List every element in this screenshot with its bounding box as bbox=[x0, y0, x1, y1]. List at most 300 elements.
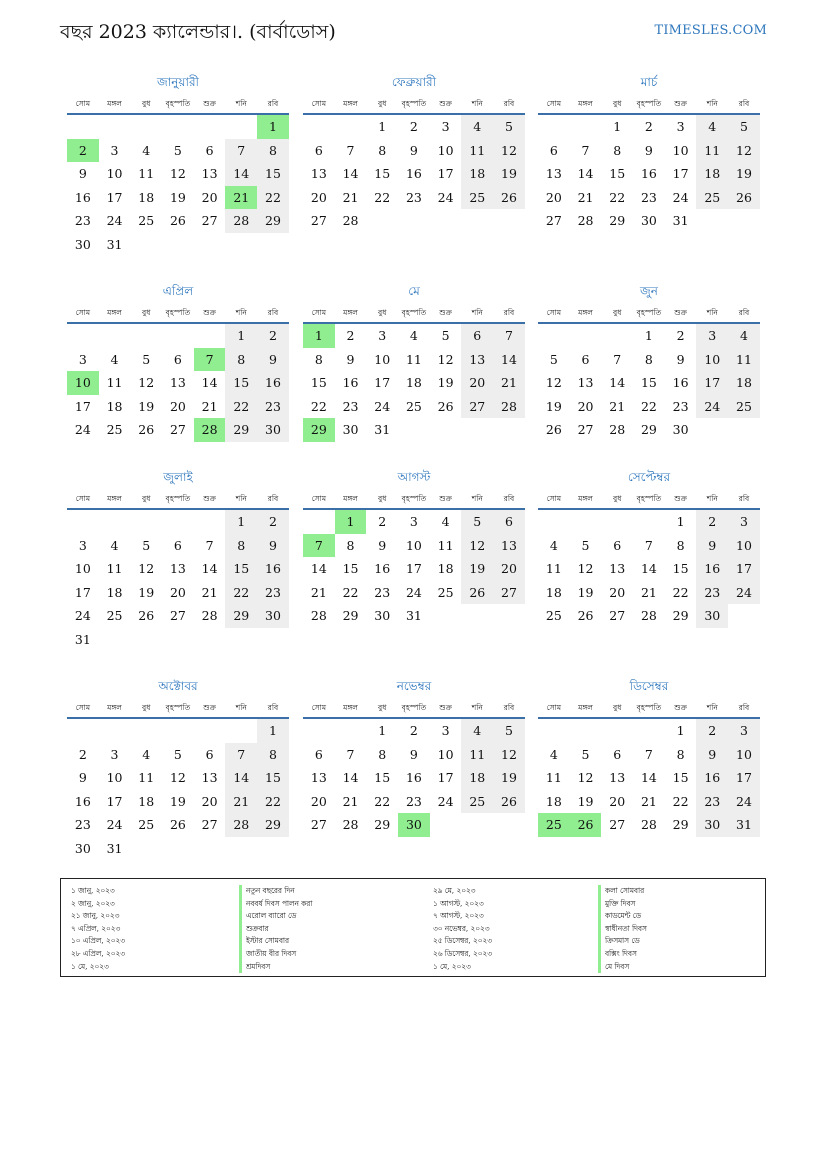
site-link[interactable]: TIMESLES.COM bbox=[654, 23, 767, 38]
day-cell: 2 bbox=[67, 139, 99, 163]
empty-cell bbox=[67, 324, 99, 348]
day-cell: 13 bbox=[310, 166, 327, 182]
day-cell: 31 bbox=[374, 422, 391, 438]
day-cell: 12 bbox=[545, 375, 562, 391]
day-cell: 11 bbox=[405, 351, 422, 367]
weekday-label: মঙ্গল bbox=[343, 99, 358, 108]
empty-cell bbox=[194, 628, 226, 652]
day-cell: 11 bbox=[138, 770, 155, 786]
day-cell: 16 bbox=[342, 375, 359, 391]
empty-cell bbox=[303, 115, 335, 139]
week-row bbox=[303, 186, 525, 210]
empty-cell bbox=[194, 115, 226, 139]
day-cell: 5 bbox=[142, 537, 151, 553]
weekday-label: শনি bbox=[235, 99, 247, 108]
weekday-label: বৃহস্পতি bbox=[636, 703, 662, 712]
day-cell: 7 bbox=[613, 351, 622, 367]
day-cell: 2 bbox=[378, 514, 387, 529]
day-cell: 8 bbox=[225, 534, 257, 558]
day-cell: 17 bbox=[374, 375, 391, 391]
empty-cell bbox=[162, 628, 194, 652]
week-row bbox=[67, 766, 289, 790]
day-cell: 1 bbox=[225, 324, 257, 348]
day-cell: 3 bbox=[378, 328, 387, 343]
day-cell: 20 bbox=[609, 584, 626, 600]
day-cell: 29 bbox=[303, 418, 335, 442]
day-cell: 10 bbox=[106, 770, 123, 786]
day-cell: 29 bbox=[225, 604, 257, 628]
day-cell: 10 bbox=[67, 371, 99, 395]
week-row bbox=[303, 743, 525, 767]
day-cell: 20 bbox=[493, 557, 525, 581]
weekday-label: বুধ bbox=[142, 494, 151, 503]
day-cell: 20 bbox=[310, 793, 327, 809]
week-row bbox=[303, 371, 525, 395]
weekday-label: বুধ bbox=[378, 703, 387, 712]
legend-date: ২১ জানু, ২০২৩ bbox=[71, 911, 120, 921]
legend-holiday-name: শ্রমদিবস bbox=[239, 961, 312, 974]
week-row bbox=[303, 719, 525, 743]
day-cell: 3 bbox=[78, 351, 87, 367]
empty-cell bbox=[99, 510, 131, 534]
day-cell: 20 bbox=[169, 398, 186, 414]
day-cell: 27 bbox=[577, 422, 594, 438]
day-cell: 21 bbox=[577, 189, 594, 205]
day-cell: 21 bbox=[493, 371, 525, 395]
day-cell: 24 bbox=[728, 790, 760, 814]
weekday-label: মঙ্গল bbox=[343, 308, 358, 317]
day-cell: 19 bbox=[169, 793, 186, 809]
legend-holiday-name: মে দিবস bbox=[598, 961, 647, 974]
weekday-label: মঙ্গল bbox=[107, 703, 122, 712]
week-row bbox=[538, 581, 760, 605]
day-cell: 22 bbox=[672, 793, 689, 809]
weekday-label: মঙ্গল bbox=[578, 308, 593, 317]
day-cell: 9 bbox=[409, 746, 418, 762]
day-cell: 13 bbox=[609, 561, 626, 577]
day-cell: 26 bbox=[545, 422, 562, 438]
day-cell: 11 bbox=[461, 743, 493, 767]
day-cell: 7 bbox=[644, 537, 653, 553]
month-calendar bbox=[538, 468, 760, 628]
empty-cell bbox=[225, 719, 257, 743]
week-row bbox=[303, 115, 525, 139]
day-cell: 23 bbox=[342, 398, 359, 414]
day-cell: 2 bbox=[257, 324, 289, 348]
day-cell: 20 bbox=[169, 584, 186, 600]
month-name: জানুয়ারী bbox=[157, 75, 199, 89]
day-cell: 21 bbox=[640, 584, 657, 600]
empty-cell bbox=[335, 115, 367, 139]
week-row bbox=[67, 813, 289, 837]
weekday-label: শুক্র bbox=[674, 308, 687, 317]
day-cell: 10 bbox=[374, 351, 391, 367]
weekday-label: বৃহস্পতি bbox=[401, 703, 427, 712]
legend-holiday-name: জাতীয় বীর দিবস bbox=[239, 948, 312, 961]
empty-cell bbox=[335, 719, 367, 743]
day-cell: 9 bbox=[696, 743, 728, 767]
day-cell: 5 bbox=[493, 719, 525, 743]
day-cell: 21 bbox=[225, 790, 257, 814]
day-cell: 9 bbox=[78, 166, 87, 182]
day-cell: 23 bbox=[374, 584, 391, 600]
week-row bbox=[538, 371, 760, 395]
legend-holiday-name: কলা সোমবার bbox=[598, 885, 647, 898]
week-row bbox=[538, 743, 760, 767]
day-cell: 30 bbox=[398, 813, 430, 837]
day-cell: 4 bbox=[142, 142, 151, 158]
day-cell: 8 bbox=[257, 139, 289, 163]
day-cell: 10 bbox=[437, 142, 454, 158]
empty-cell bbox=[130, 233, 162, 257]
empty-cell bbox=[601, 719, 633, 743]
day-cell: 12 bbox=[577, 561, 594, 577]
week-row bbox=[538, 418, 760, 442]
day-cell: 27 bbox=[201, 213, 218, 229]
day-cell: 2 bbox=[696, 510, 728, 534]
day-cell: 18 bbox=[437, 561, 454, 577]
day-cell: 25 bbox=[696, 186, 728, 210]
day-cell: 14 bbox=[640, 561, 657, 577]
day-cell: 29 bbox=[672, 817, 689, 833]
empty-cell bbox=[194, 837, 226, 861]
legend-date: ১ মে, ২০২৩ bbox=[71, 961, 109, 971]
weekday-label: বুধ bbox=[613, 703, 622, 712]
day-cell: 18 bbox=[138, 189, 155, 205]
week-row bbox=[67, 324, 289, 348]
weekday-header bbox=[67, 490, 289, 510]
empty-cell bbox=[162, 233, 194, 257]
day-cell: 9 bbox=[346, 351, 355, 367]
empty-cell bbox=[493, 418, 525, 442]
weekday-label: বৃহস্পতি bbox=[636, 494, 662, 503]
day-cell: 2 bbox=[644, 119, 653, 134]
legend-date: ৭ এপ্রিল, ২০২৩ bbox=[71, 923, 121, 933]
empty-cell bbox=[493, 813, 525, 837]
weekday-label: শুক্র bbox=[203, 99, 216, 108]
day-cell: 18 bbox=[728, 371, 760, 395]
day-cell: 14 bbox=[577, 166, 594, 182]
empty-cell bbox=[461, 604, 493, 628]
week-row bbox=[303, 813, 525, 837]
weekday-label: সোম bbox=[546, 308, 562, 317]
day-cell: 5 bbox=[441, 328, 450, 343]
day-cell: 17 bbox=[405, 561, 422, 577]
day-cell: 26 bbox=[570, 813, 602, 837]
day-cell: 29 bbox=[257, 813, 289, 837]
empty-cell bbox=[461, 813, 493, 837]
month-name: নভেম্বর bbox=[396, 679, 432, 693]
day-cell: 25 bbox=[728, 395, 760, 419]
legend-date: ২৬ ডিসেম্বর, ২০২৩ bbox=[433, 948, 492, 958]
day-cell: 3 bbox=[409, 514, 418, 529]
week-row bbox=[538, 115, 760, 139]
day-cell: 21 bbox=[342, 793, 359, 809]
day-cell: 13 bbox=[545, 166, 562, 182]
day-cell: 18 bbox=[461, 162, 493, 186]
weekday-label: রবি bbox=[503, 308, 515, 317]
day-cell: 21 bbox=[640, 793, 657, 809]
day-cell: 3 bbox=[110, 142, 119, 158]
day-cell: 9 bbox=[644, 142, 653, 158]
day-cell: 2 bbox=[409, 119, 418, 134]
empty-cell bbox=[538, 324, 570, 348]
day-cell: 14 bbox=[201, 375, 218, 391]
day-cell: 11 bbox=[106, 375, 123, 391]
day-cell: 19 bbox=[728, 162, 760, 186]
day-cell: 5 bbox=[549, 351, 558, 367]
weekday-label: শুক্র bbox=[674, 99, 687, 108]
day-cell: 27 bbox=[609, 817, 626, 833]
empty-cell bbox=[99, 115, 131, 139]
empty-cell bbox=[99, 719, 131, 743]
day-cell: 22 bbox=[310, 398, 327, 414]
month-calendar bbox=[303, 73, 525, 233]
empty-cell bbox=[398, 418, 430, 442]
empty-cell bbox=[728, 209, 760, 233]
day-cell: 23 bbox=[74, 817, 91, 833]
week-row bbox=[538, 813, 760, 837]
day-cell: 5 bbox=[728, 115, 760, 139]
weekday-label: বুধ bbox=[613, 99, 622, 108]
day-cell: 21 bbox=[225, 186, 257, 210]
day-cell: 11 bbox=[437, 537, 454, 553]
month-calendar bbox=[538, 73, 760, 233]
empty-cell bbox=[696, 418, 728, 442]
weekday-label: সোম bbox=[75, 99, 91, 108]
day-cell: 29 bbox=[672, 608, 689, 624]
day-cell: 16 bbox=[696, 557, 728, 581]
legend-holiday-name: ইস্টার সোমবার bbox=[239, 935, 312, 948]
day-cell: 7 bbox=[581, 142, 590, 158]
day-cell: 30 bbox=[672, 422, 689, 438]
day-cell: 5 bbox=[461, 510, 493, 534]
day-cell: 19 bbox=[577, 793, 594, 809]
day-cell: 4 bbox=[461, 115, 493, 139]
weekday-header bbox=[303, 95, 525, 115]
day-cell: 7 bbox=[225, 743, 257, 767]
day-cell: 6 bbox=[205, 746, 214, 762]
day-cell: 12 bbox=[493, 139, 525, 163]
day-cell: 4 bbox=[110, 351, 119, 367]
day-cell: 2 bbox=[78, 746, 87, 762]
week-row bbox=[67, 418, 289, 442]
empty-cell bbox=[194, 324, 226, 348]
day-cell: 8 bbox=[346, 537, 355, 553]
day-cell: 30 bbox=[74, 236, 91, 252]
weekday-header bbox=[303, 304, 525, 324]
day-cell: 22 bbox=[257, 790, 289, 814]
day-cell: 6 bbox=[613, 537, 622, 553]
day-cell: 31 bbox=[74, 631, 91, 647]
day-cell: 3 bbox=[110, 746, 119, 762]
day-cell: 20 bbox=[201, 189, 218, 205]
legend-holiday-name: স্বাধীনতা দিবস bbox=[598, 923, 647, 936]
empty-cell bbox=[696, 209, 728, 233]
day-cell: 5 bbox=[173, 142, 182, 158]
weekday-label: রবি bbox=[267, 703, 279, 712]
weekday-label: বুধ bbox=[142, 703, 151, 712]
day-cell: 9 bbox=[78, 770, 87, 786]
week-row bbox=[67, 719, 289, 743]
day-cell: 3 bbox=[696, 324, 728, 348]
day-cell: 6 bbox=[173, 351, 182, 367]
holiday-legend bbox=[60, 878, 766, 977]
month-calendar bbox=[67, 677, 289, 861]
week-row bbox=[303, 766, 525, 790]
day-cell: 17 bbox=[106, 793, 123, 809]
day-cell: 24 bbox=[74, 608, 91, 624]
weekday-label: শুক্র bbox=[439, 494, 452, 503]
day-cell: 8 bbox=[676, 746, 685, 762]
weekday-label: রবি bbox=[738, 99, 750, 108]
day-cell: 2 bbox=[676, 328, 685, 343]
weekday-label: সোম bbox=[75, 494, 91, 503]
day-cell: 16 bbox=[257, 557, 289, 581]
day-cell: 15 bbox=[225, 371, 257, 395]
day-cell: 23 bbox=[405, 793, 422, 809]
day-cell: 3 bbox=[441, 723, 450, 738]
month-name: সেপ্টেম্বর bbox=[627, 470, 671, 484]
day-cell: 14 bbox=[609, 375, 626, 391]
legend-date: ৩০ নভেম্বর, ২০২৩ bbox=[433, 923, 490, 933]
day-cell: 26 bbox=[169, 817, 186, 833]
day-cell: 6 bbox=[549, 142, 558, 158]
week-row bbox=[303, 324, 525, 348]
day-cell: 1 bbox=[303, 324, 335, 348]
empty-cell bbox=[162, 719, 194, 743]
day-cell: 28 bbox=[342, 817, 359, 833]
day-cell: 17 bbox=[672, 166, 689, 182]
day-cell: 30 bbox=[257, 604, 289, 628]
empty-cell bbox=[130, 628, 162, 652]
day-cell: 14 bbox=[342, 770, 359, 786]
day-cell: 3 bbox=[78, 537, 87, 553]
day-cell: 19 bbox=[437, 375, 454, 391]
day-cell: 27 bbox=[310, 817, 327, 833]
day-cell: 11 bbox=[545, 770, 562, 786]
day-cell: 1 bbox=[378, 119, 387, 134]
day-cell: 22 bbox=[640, 398, 657, 414]
day-cell: 26 bbox=[138, 422, 155, 438]
day-cell: 29 bbox=[342, 608, 359, 624]
day-cell: 13 bbox=[461, 348, 493, 372]
empty-cell bbox=[633, 719, 665, 743]
day-cell: 12 bbox=[728, 139, 760, 163]
day-cell: 28 bbox=[225, 813, 257, 837]
month-name: ডিসেম্বর bbox=[629, 679, 669, 693]
day-cell: 28 bbox=[640, 608, 657, 624]
weekday-label: মঙ্গল bbox=[578, 703, 593, 712]
weekday-label: শনি bbox=[471, 494, 483, 503]
legend-holiday-name: এরোল ব্যারো ডে bbox=[239, 910, 312, 923]
week-row bbox=[67, 348, 289, 372]
day-cell: 7 bbox=[644, 746, 653, 762]
day-cell: 17 bbox=[74, 398, 91, 414]
empty-cell bbox=[398, 209, 430, 233]
weekday-label: শনি bbox=[706, 494, 718, 503]
day-cell: 25 bbox=[545, 608, 562, 624]
day-cell: 22 bbox=[225, 395, 257, 419]
day-cell: 21 bbox=[201, 398, 218, 414]
page-title: বছর 2023 ক্যালেন্ডার।. (বার্বাডোস) bbox=[60, 21, 336, 43]
day-cell: 21 bbox=[342, 189, 359, 205]
day-cell: 24 bbox=[74, 422, 91, 438]
day-cell: 5 bbox=[581, 746, 590, 762]
weekday-label: রবি bbox=[503, 703, 515, 712]
weekday-label: মঙ্গল bbox=[578, 99, 593, 108]
day-cell: 9 bbox=[257, 348, 289, 372]
day-cell: 2 bbox=[696, 719, 728, 743]
weekday-label: বৃহস্পতি bbox=[165, 494, 191, 503]
weekday-label: বুধ bbox=[142, 99, 151, 108]
day-cell: 23 bbox=[696, 581, 728, 605]
day-cell: 27 bbox=[169, 422, 186, 438]
day-cell: 23 bbox=[74, 213, 91, 229]
weekday-label: সোম bbox=[311, 99, 327, 108]
week-row bbox=[303, 581, 525, 605]
empty-cell bbox=[225, 628, 257, 652]
empty-cell bbox=[130, 837, 162, 861]
day-cell: 14 bbox=[225, 162, 257, 186]
empty-cell bbox=[493, 209, 525, 233]
day-cell: 12 bbox=[169, 770, 186, 786]
day-cell: 25 bbox=[405, 398, 422, 414]
day-cell: 11 bbox=[138, 166, 155, 182]
day-cell: 18 bbox=[696, 162, 728, 186]
weekday-label: শনি bbox=[706, 308, 718, 317]
day-cell: 14 bbox=[640, 770, 657, 786]
day-cell: 19 bbox=[169, 189, 186, 205]
day-cell: 16 bbox=[74, 793, 91, 809]
weekday-label: সোম bbox=[546, 494, 562, 503]
day-cell: 27 bbox=[169, 608, 186, 624]
day-cell: 22 bbox=[374, 793, 391, 809]
weekday-label: বুধ bbox=[378, 308, 387, 317]
day-cell: 18 bbox=[106, 398, 123, 414]
week-row bbox=[538, 604, 760, 628]
day-cell: 19 bbox=[461, 557, 493, 581]
week-row bbox=[538, 209, 760, 233]
day-cell: 24 bbox=[728, 581, 760, 605]
legend-holiday-name: বক্সিং দিবস bbox=[598, 948, 647, 961]
week-row bbox=[303, 418, 525, 442]
day-cell: 8 bbox=[378, 746, 387, 762]
day-cell: 12 bbox=[138, 375, 155, 391]
month-name: আগস্ট bbox=[397, 470, 431, 484]
legend-date: ১ মে, ২০২৩ bbox=[433, 961, 471, 971]
weekday-label: বুধ bbox=[613, 494, 622, 503]
legend-holiday-name: শুক্রবার bbox=[239, 923, 312, 936]
weekday-label: শুক্র bbox=[439, 703, 452, 712]
day-cell: 18 bbox=[545, 793, 562, 809]
empty-cell bbox=[67, 510, 99, 534]
legend-date: ১ জানু, ২০২৩ bbox=[71, 886, 115, 895]
month-name: এপ্রিল bbox=[162, 284, 194, 298]
weekday-label: বৃহস্পতি bbox=[401, 494, 427, 503]
day-cell: 24 bbox=[696, 395, 728, 419]
week-row bbox=[67, 162, 289, 186]
day-cell: 15 bbox=[257, 766, 289, 790]
week-row bbox=[538, 395, 760, 419]
week-row bbox=[538, 510, 760, 534]
day-cell: 1 bbox=[257, 115, 289, 139]
day-cell: 30 bbox=[696, 604, 728, 628]
day-cell: 2 bbox=[346, 328, 355, 343]
day-cell: 17 bbox=[728, 557, 760, 581]
weekday-label: শনি bbox=[235, 494, 247, 503]
day-cell: 4 bbox=[728, 324, 760, 348]
